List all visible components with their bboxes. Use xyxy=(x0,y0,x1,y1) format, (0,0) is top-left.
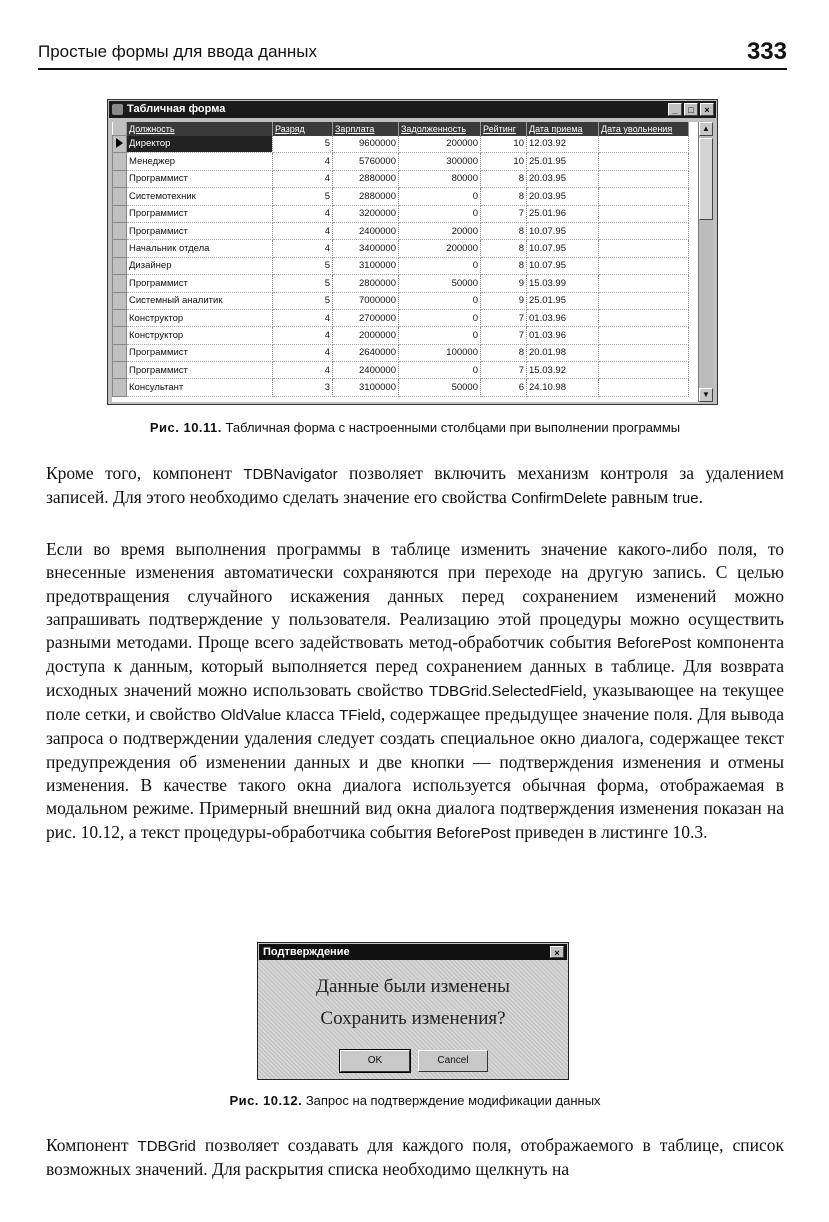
table-cell[interactable] xyxy=(599,205,689,222)
table-cell[interactable]: Программист xyxy=(127,205,273,222)
table-cell[interactable]: 50000 xyxy=(399,275,481,292)
row-indicator[interactable] xyxy=(113,240,127,257)
table-cell[interactable]: Программист xyxy=(127,344,273,361)
column-header[interactable]: Зарплата xyxy=(333,122,399,136)
ok-button[interactable]: OK xyxy=(340,1050,410,1072)
column-header[interactable]: Дата приема xyxy=(527,122,599,136)
dialog-message-line: Сохранить изменения? xyxy=(320,1008,506,1029)
table-cell[interactable]: 5 xyxy=(273,292,333,309)
table-cell[interactable]: Системный аналитик xyxy=(127,292,273,309)
page-header xyxy=(38,38,787,70)
table-row[interactable] xyxy=(113,257,689,274)
table-cell[interactable]: 4 xyxy=(273,240,333,257)
table-cell[interactable]: 3 xyxy=(273,379,333,396)
table-cell[interactable] xyxy=(599,136,689,153)
grid-window-title: Табличная форма xyxy=(127,103,226,115)
current-row-arrow-icon xyxy=(116,138,123,148)
table-cell[interactable]: 8 xyxy=(481,170,527,187)
table-cell[interactable]: 0 xyxy=(399,362,481,379)
indicator-header xyxy=(113,122,127,136)
table-cell[interactable]: 7 xyxy=(481,309,527,326)
figure-caption-text: Табличная форма с настроенными столбцами при выполнении программы xyxy=(221,420,681,435)
table-row[interactable] xyxy=(113,222,689,239)
table-cell[interactable]: 4 xyxy=(273,205,333,222)
window-system-icon[interactable] xyxy=(112,104,123,115)
table-cell[interactable]: 20.03.95 xyxy=(527,188,599,205)
table-cell[interactable] xyxy=(599,188,689,205)
table-cell[interactable]: Системотехник xyxy=(127,188,273,205)
row-indicator[interactable] xyxy=(113,292,127,309)
text: Если во время выполнения программы в таблице изменить значение какого-либо поля, то внесенные изменения автоматически сохраняются при переходе на другую запись. С целью предотвращения случайного искажения данных перед сохранением изменений можно запрашивать подтверждение у пользователя. Реализацию этой процедуры можно осуществить разными методами. Проще всего задействовать метод-обработчик события xyxy=(46,539,784,653)
table-cell[interactable] xyxy=(599,170,689,187)
table-cell[interactable]: 80000 xyxy=(399,170,481,187)
table-cell[interactable]: 20.03.95 xyxy=(527,170,599,187)
page-number: 333 xyxy=(746,38,787,65)
paragraph xyxy=(46,462,784,511)
close-button[interactable]: × xyxy=(700,103,714,116)
table-cell[interactable]: 8 xyxy=(481,240,527,257)
table-cell[interactable] xyxy=(599,362,689,379)
table-cell[interactable]: 3100000 xyxy=(333,257,399,274)
code-term: BeforePost xyxy=(617,635,692,653)
figure-label: Рис. 10.11. xyxy=(149,420,222,435)
vertical-scrollbar[interactable] xyxy=(698,122,713,402)
figure-caption xyxy=(60,420,770,435)
paragraph xyxy=(46,1134,784,1182)
table-cell[interactable]: 4 xyxy=(273,222,333,239)
table-cell[interactable]: 5 xyxy=(273,136,333,153)
row-indicator[interactable] xyxy=(113,309,127,326)
column-header[interactable]: Задолженность xyxy=(399,122,481,136)
code-term: BeforePost xyxy=(436,824,511,842)
table-cell[interactable] xyxy=(599,344,689,361)
text: Компонент xyxy=(46,1135,138,1155)
table-cell[interactable]: 100000 xyxy=(399,344,481,361)
text: класса xyxy=(281,704,340,725)
table-cell[interactable]: 0 xyxy=(399,188,481,205)
row-indicator[interactable] xyxy=(113,257,127,274)
table-cell[interactable]: 2880000 xyxy=(333,170,399,187)
table-cell[interactable]: 8 xyxy=(481,257,527,274)
table-cell[interactable] xyxy=(599,309,689,326)
figure-label: Рис. 10.12. xyxy=(229,1093,303,1108)
text: приведен в листинге 10.3. xyxy=(510,821,708,842)
table-cell[interactable]: 12.03.92 xyxy=(527,136,599,153)
table-row[interactable] xyxy=(113,136,689,153)
table-row[interactable] xyxy=(113,153,689,170)
table-cell[interactable]: 0 xyxy=(399,292,481,309)
table-cell[interactable]: 4 xyxy=(273,309,333,326)
table-cell[interactable]: 4 xyxy=(273,170,333,187)
figure-caption xyxy=(100,1093,730,1108)
table-cell[interactable]: 20000 xyxy=(399,222,481,239)
table-row[interactable] xyxy=(113,344,689,361)
column-header[interactable]: Должность xyxy=(127,122,273,136)
table-cell[interactable]: 7000000 xyxy=(333,292,399,309)
table-cell[interactable]: Конструктор xyxy=(127,309,273,326)
table-cell[interactable]: 20.01.98 xyxy=(527,344,599,361)
code-term: TDBGrid.SelectedField xyxy=(429,682,583,700)
text: позволяет создавать для каждого поля, отображаемого в таблице, список возможных значений. Для раскрытия списка необходимо щелкнуть на xyxy=(46,1135,784,1180)
table-cell[interactable]: 2400000 xyxy=(333,362,399,379)
cancel-button[interactable]: Cancel xyxy=(418,1050,488,1072)
figure-caption-text: Запрос на подтверждение модификации данных xyxy=(302,1093,601,1108)
table-cell[interactable]: 3100000 xyxy=(333,379,399,396)
table-cell[interactable]: 9 xyxy=(481,292,527,309)
code-term: TDBGrid xyxy=(137,1138,196,1155)
table-cell[interactable]: 9600000 xyxy=(333,136,399,153)
row-indicator[interactable] xyxy=(113,379,127,396)
table-cell[interactable]: 10 xyxy=(481,153,527,170)
table-row[interactable] xyxy=(113,275,689,292)
grid-header-row xyxy=(113,122,689,136)
table-cell[interactable] xyxy=(599,222,689,239)
table-cell[interactable] xyxy=(599,257,689,274)
table-cell[interactable]: 8 xyxy=(481,222,527,239)
paragraph xyxy=(46,538,784,845)
column-header[interactable]: Дата увольнения xyxy=(599,122,689,136)
dialog-title: Подтверждение xyxy=(263,946,350,958)
table-row[interactable] xyxy=(113,170,689,187)
table-cell[interactable]: 7 xyxy=(481,327,527,344)
confirm-dialog xyxy=(257,942,569,1080)
table-cell[interactable]: 5 xyxy=(273,257,333,274)
table-cell[interactable]: 5 xyxy=(273,188,333,205)
table-cell[interactable] xyxy=(599,240,689,257)
text: равным xyxy=(607,487,673,508)
table-cell[interactable]: 01.03.96 xyxy=(527,309,599,326)
table-cell[interactable]: 10 xyxy=(481,136,527,153)
table-cell[interactable]: Программист xyxy=(127,362,273,379)
code-term: true xyxy=(672,490,699,508)
table-cell[interactable]: Директор xyxy=(127,136,273,153)
db-grid[interactable] xyxy=(112,122,702,402)
table-cell[interactable]: 2880000 xyxy=(333,188,399,205)
table-cell[interactable]: 15.03.99 xyxy=(527,275,599,292)
column-header[interactable]: Рейтинг xyxy=(481,122,527,136)
table-cell[interactable]: 8 xyxy=(481,344,527,361)
minimize-button[interactable]: _ xyxy=(668,103,682,116)
table-cell[interactable]: 2000000 xyxy=(333,327,399,344)
table-cell[interactable]: Начальник отдела xyxy=(127,240,273,257)
table-row[interactable] xyxy=(113,292,689,309)
row-indicator[interactable] xyxy=(113,362,127,379)
table-cell[interactable] xyxy=(599,275,689,292)
table-cell[interactable] xyxy=(599,379,689,396)
grid-window-titlebar[interactable] xyxy=(109,101,716,118)
table-cell[interactable]: 10.07.95 xyxy=(527,257,599,274)
dialog-body xyxy=(258,960,568,1079)
table-cell[interactable]: 2400000 xyxy=(333,222,399,239)
text: . xyxy=(698,487,703,508)
table-cell[interactable]: 0 xyxy=(399,205,481,222)
table-cell[interactable]: 2700000 xyxy=(333,309,399,326)
text: позволяет включить механизм контроля за удалением записей. Для этого необходимо сделать значение его свойства xyxy=(46,463,784,508)
table-cell[interactable]: 3200000 xyxy=(333,205,399,222)
table-cell[interactable]: 24.10.98 xyxy=(527,379,599,396)
row-indicator[interactable] xyxy=(113,153,127,170)
row-indicator[interactable] xyxy=(113,222,127,239)
table-row[interactable] xyxy=(113,327,689,344)
table-cell[interactable]: 2800000 xyxy=(333,275,399,292)
table-row[interactable] xyxy=(113,362,689,379)
grid-window xyxy=(107,99,718,405)
dialog-message-line: Данные были изменены xyxy=(316,976,510,997)
row-indicator[interactable] xyxy=(113,205,127,222)
table-cell[interactable]: 50000 xyxy=(399,379,481,396)
table-cell[interactable]: 9 xyxy=(481,275,527,292)
table-cell[interactable]: Программист xyxy=(127,222,273,239)
table-cell[interactable]: 4 xyxy=(273,362,333,379)
table-cell[interactable]: 7 xyxy=(481,205,527,222)
code-term: ConfirmDelete xyxy=(511,490,608,508)
table-cell[interactable]: 5 xyxy=(273,275,333,292)
table-cell[interactable]: 25.01.95 xyxy=(527,292,599,309)
scroll-up-arrow-icon[interactable]: ▲ xyxy=(699,122,713,136)
row-indicator[interactable] xyxy=(113,275,127,292)
table-cell[interactable]: Менеджер xyxy=(127,153,273,170)
running-title: Простые формы для ввода данных xyxy=(38,42,318,61)
table-cell[interactable]: 6 xyxy=(481,379,527,396)
table-cell[interactable]: Дизайнер xyxy=(127,257,273,274)
table-cell[interactable]: Конструктор xyxy=(127,327,273,344)
table-cell[interactable]: Программист xyxy=(127,170,273,187)
row-indicator[interactable] xyxy=(113,344,127,361)
table-cell[interactable]: 01.03.96 xyxy=(527,327,599,344)
table-row[interactable] xyxy=(113,379,689,396)
text: , содержащее предыдущее значение поля. Для вывода запроса о подтверждении удаления следует создать специальное окно диалога, содержащее текст предупреждения об изменении данных и две кнопки — подтверждения изменения и отмены изменения. В качестве такого окна диалога используется обычная форма, отображаемая в модальном режиме. Примерный внешний вид окна диалога подтверждения изменения показан на рис. 10.12, а текст процедуры-обработчика события xyxy=(46,704,784,842)
maximize-button[interactable]: □ xyxy=(684,103,698,116)
table-cell[interactable]: 0 xyxy=(399,327,481,344)
dialog-titlebar[interactable] xyxy=(259,944,567,960)
table-cell[interactable] xyxy=(599,327,689,344)
row-indicator[interactable] xyxy=(113,188,127,205)
table-row[interactable] xyxy=(113,188,689,205)
table-cell[interactable]: 25.01.96 xyxy=(527,205,599,222)
table-row[interactable] xyxy=(113,309,689,326)
row-indicator[interactable] xyxy=(113,327,127,344)
table-cell[interactable]: Программист xyxy=(127,275,273,292)
row-indicator[interactable] xyxy=(113,170,127,187)
code-term: TField xyxy=(339,707,381,725)
scroll-thumb[interactable] xyxy=(699,138,713,220)
table-row[interactable] xyxy=(113,240,689,257)
table-cell[interactable]: 0 xyxy=(399,309,481,326)
column-header[interactable]: Разряд xyxy=(273,122,333,136)
table-cell[interactable]: 25.01.95 xyxy=(527,153,599,170)
code-term: TDBNavigator xyxy=(243,466,338,483)
table-cell[interactable]: 15.03.92 xyxy=(527,362,599,379)
table-cell[interactable]: 4 xyxy=(273,153,333,170)
table-cell[interactable] xyxy=(599,292,689,309)
table-cell[interactable]: 4 xyxy=(273,344,333,361)
scroll-down-arrow-icon[interactable]: ▼ xyxy=(699,388,713,402)
table-cell[interactable]: 0 xyxy=(399,257,481,274)
text: , указывающее на текущее поле сетки, и свойство xyxy=(46,679,784,725)
table-cell[interactable]: Консультант xyxy=(127,379,273,396)
table-cell[interactable]: 200000 xyxy=(399,240,481,257)
table-cell[interactable]: 300000 xyxy=(399,153,481,170)
text: Кроме того, компонент xyxy=(46,463,244,483)
table-cell[interactable]: 7 xyxy=(481,362,527,379)
dialog-close-icon[interactable]: × xyxy=(550,946,564,958)
table-cell[interactable]: 8 xyxy=(481,188,527,205)
table-cell[interactable]: 5760000 xyxy=(333,153,399,170)
row-indicator[interactable] xyxy=(113,136,127,153)
table-cell[interactable]: 4 xyxy=(273,327,333,344)
table-cell[interactable]: 200000 xyxy=(399,136,481,153)
table-cell[interactable]: 10.07.95 xyxy=(527,240,599,257)
table-cell[interactable]: 3400000 xyxy=(333,240,399,257)
text: компонента доступа к данным, который выполняется перед сохранением данных в таблице. Для возврата исходных значений можно использовать свойство xyxy=(46,632,784,700)
table-cell[interactable]: 2640000 xyxy=(333,344,399,361)
table-cell[interactable]: 10.07.95 xyxy=(527,222,599,239)
table-cell[interactable] xyxy=(599,153,689,170)
table-row[interactable] xyxy=(113,205,689,222)
code-term: OldValue xyxy=(220,707,282,725)
